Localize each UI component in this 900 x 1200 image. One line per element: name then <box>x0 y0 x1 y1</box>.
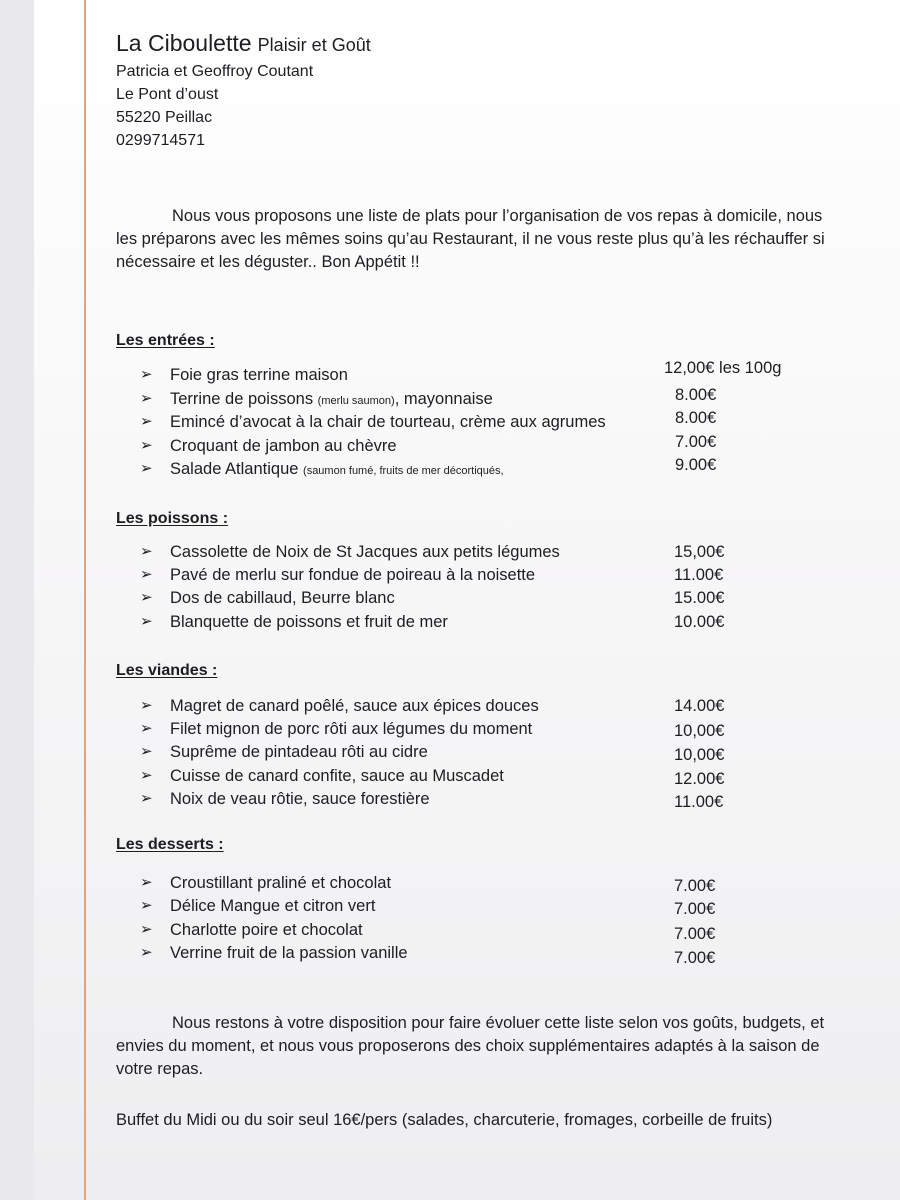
menu-item-price: 15.00€ <box>674 589 725 608</box>
menu-item-name <box>170 543 560 562</box>
menu-item-price: 14.00€ <box>674 697 725 715</box>
section-title-desserts <box>116 836 224 854</box>
menu-item-name-text: Charlotte poire et chocolat <box>170 920 363 939</box>
page-border-line <box>84 0 86 1200</box>
bullet-arrow-icon: ➢ <box>140 743 153 761</box>
menu-item <box>140 543 840 566</box>
menu-item-name <box>170 743 428 762</box>
menu-item-price: 7.00€ <box>674 948 716 967</box>
section-title-viandes <box>116 662 217 680</box>
menu-item-name-text: Croustillant praliné et chocolat <box>170 874 392 892</box>
bullet-arrow-icon: ➢ <box>140 943 153 961</box>
menu-item-price: 11.00€ <box>674 792 724 811</box>
section-title-suffix: : <box>218 510 229 527</box>
menu-item-name <box>170 460 504 479</box>
menu-item <box>140 589 840 612</box>
menu-item-name <box>170 767 504 786</box>
menu-item <box>140 767 840 790</box>
menu-item-name <box>170 944 408 963</box>
bullet-arrow-icon: ➢ <box>140 920 153 938</box>
bullet-arrow-icon: ➢ <box>140 366 153 383</box>
menu-item <box>140 720 840 743</box>
menu-item-name-text: Terrine de poissons <box>170 389 318 408</box>
menu-item-name <box>170 874 391 893</box>
menu-item <box>140 874 840 897</box>
menu-item <box>140 359 840 389</box>
menu-item <box>140 409 840 436</box>
menu-item-price: 7.00€ <box>674 924 716 943</box>
bullet-arrow-icon: ➢ <box>140 566 153 584</box>
menu-item-price: 7.00€ <box>674 877 716 895</box>
menu-item-price: 10.00€ <box>674 612 725 631</box>
intro-paragraph: Nous vous proposons une liste de plats pour l’organisation de vos repas à domicile, nous les préparons avec les mêmes soins qu’au Restaurant, il ne vous reste plus qu’à les réchauffer si nécessaire et les déguster.. Bon Appétit !! <box>116 207 825 271</box>
menu-item-price: 8.00€ <box>675 385 717 404</box>
menu-item-name <box>170 437 397 456</box>
menu-item <box>140 921 840 944</box>
menu-item <box>140 456 840 483</box>
menu-item-name <box>170 790 430 809</box>
menu-item-price: 7.00€ <box>675 432 717 451</box>
closing-paragraph: Nous restons à votre disposition pour faire évoluer cette liste selon vos goûts, budgets, et envies du moment, et nous vous proposerons des choix supplémentaires adaptés à la saison de votre repas. <box>116 1014 825 1078</box>
menu-item-name-text: Filet mignon de porc rôti aux légumes du moment <box>170 720 533 739</box>
menu-item-price: 15,00€ <box>674 543 725 561</box>
menu-item-price: 9.00€ <box>675 456 717 474</box>
menu-item-name <box>170 720 532 739</box>
menu-item-name-text: Délice Mangue et citron vert <box>170 897 376 916</box>
section-title-suffix: : <box>207 662 218 679</box>
menu-item-price: 8.00€ <box>675 409 717 427</box>
bullet-arrow-icon: ➢ <box>140 389 153 407</box>
section-title-text: Les poissons <box>116 510 219 527</box>
menu-item <box>140 566 840 589</box>
bullet-arrow-icon: ➢ <box>140 543 153 560</box>
menu-item <box>140 743 840 766</box>
menu-item <box>140 385 840 413</box>
bullet-arrow-icon: ➢ <box>140 766 153 784</box>
menu-item-price: 12,00€ les 100g <box>664 359 782 377</box>
menu-item-price: 10,00€ <box>674 746 725 765</box>
menu-item <box>140 432 840 460</box>
bullet-arrow-icon: ➢ <box>140 589 153 607</box>
menu-item-name-text: Emincé d’avocat à la chair de tourteau, crème aux agrumes <box>170 413 606 431</box>
menu-item-name-text: Salade Atlantique <box>170 460 304 478</box>
menu-item <box>140 697 840 720</box>
menu-item-name <box>170 589 395 608</box>
menu-item-name-text: Foie gras terrine maison <box>170 366 348 384</box>
menu-item-price: 12.00€ <box>674 769 725 788</box>
section-title-suffix: : <box>204 332 215 349</box>
menu-item-name <box>170 366 348 385</box>
menu-item-name <box>170 566 535 585</box>
phone-number: 0299714571 <box>116 132 205 149</box>
section-title-entrees <box>116 332 215 350</box>
menu-item-price: 7.00€ <box>674 900 716 919</box>
section-title-text: Les entrées <box>116 332 205 349</box>
restaurant-name: La Ciboulette <box>116 30 252 56</box>
bullet-arrow-icon: ➢ <box>140 697 153 714</box>
restaurant-title <box>116 28 371 60</box>
bullet-arrow-icon: ➢ <box>140 897 153 915</box>
menu-item-name-text: Noix de veau rôtie, sauce forestière <box>170 789 430 808</box>
menu-item-name <box>170 390 493 409</box>
menu-item-name <box>170 697 539 716</box>
menu-item-name <box>170 897 375 916</box>
menu-item <box>140 897 840 920</box>
bullet-arrow-icon: ➢ <box>140 789 153 807</box>
menu-item-name <box>170 613 448 632</box>
menu-item-name <box>170 921 363 940</box>
menu-item-price: 10,00€ <box>674 722 725 741</box>
address-line-1: Le Pont d’oust <box>116 86 219 103</box>
section-title-poissons <box>116 510 228 528</box>
menu-item-name-suffix: , mayonnaise <box>394 389 493 408</box>
menu-item-name-text: Cassolette de Noix de St Jacques aux petits légumes <box>170 543 560 561</box>
menu-item-name-text: Croquant de jambon au chèvre <box>170 436 397 455</box>
owners-name: Patricia et Geoffroy Coutant <box>116 63 314 80</box>
menu-item-name-text: Magret de canard poêlé, sauce aux épices douces <box>170 697 539 715</box>
menu-item-name-text: Suprême de pintadeau rôti au cidre <box>170 743 428 762</box>
restaurant-header <box>116 28 371 152</box>
menu-item-name <box>170 413 606 432</box>
section-title-text: Les desserts <box>116 836 214 853</box>
menu-item <box>140 944 840 967</box>
menu-item-note: (merlu saumon) <box>317 394 395 407</box>
bullet-arrow-icon: ➢ <box>140 460 153 477</box>
restaurant-tagline: Plaisir et Goût <box>257 35 371 55</box>
menu-item-name-text: Verrine fruit de la passion vanille <box>170 943 408 962</box>
menu-item-name-text: Blanquette de poissons et fruit de mer <box>170 612 448 631</box>
section-title-text: Les viandes <box>116 662 208 679</box>
bullet-arrow-icon: ➢ <box>140 612 153 630</box>
address-line-2: 55220 Peillac <box>116 109 213 126</box>
bullet-arrow-icon: ➢ <box>140 720 153 738</box>
menu-item-name-text: Dos de cabillaud, Beurre blanc <box>170 589 395 608</box>
menu-item <box>140 613 840 636</box>
buffet-line: Buffet du Midi ou du soir seul 16€/pers (salades, charcuterie, fromages, corbeille de fruits) <box>116 1111 773 1129</box>
bullet-arrow-icon: ➢ <box>140 413 153 430</box>
menu-item-name-text: Cuisse de canard confite, sauce au Muscadet <box>170 766 504 785</box>
menu-item-price: 11.00€ <box>674 566 724 585</box>
section-title-suffix: : <box>213 836 224 853</box>
bullet-arrow-icon: ➢ <box>140 436 153 454</box>
bullet-arrow-icon: ➢ <box>140 874 153 891</box>
menu-item-note: (saumon fumé, fruits de mer décortiqués, <box>303 465 504 477</box>
menu-item <box>140 790 840 813</box>
menu-item-name-text: Pavé de merlu sur fondue de poireau à la noisette <box>170 566 536 585</box>
